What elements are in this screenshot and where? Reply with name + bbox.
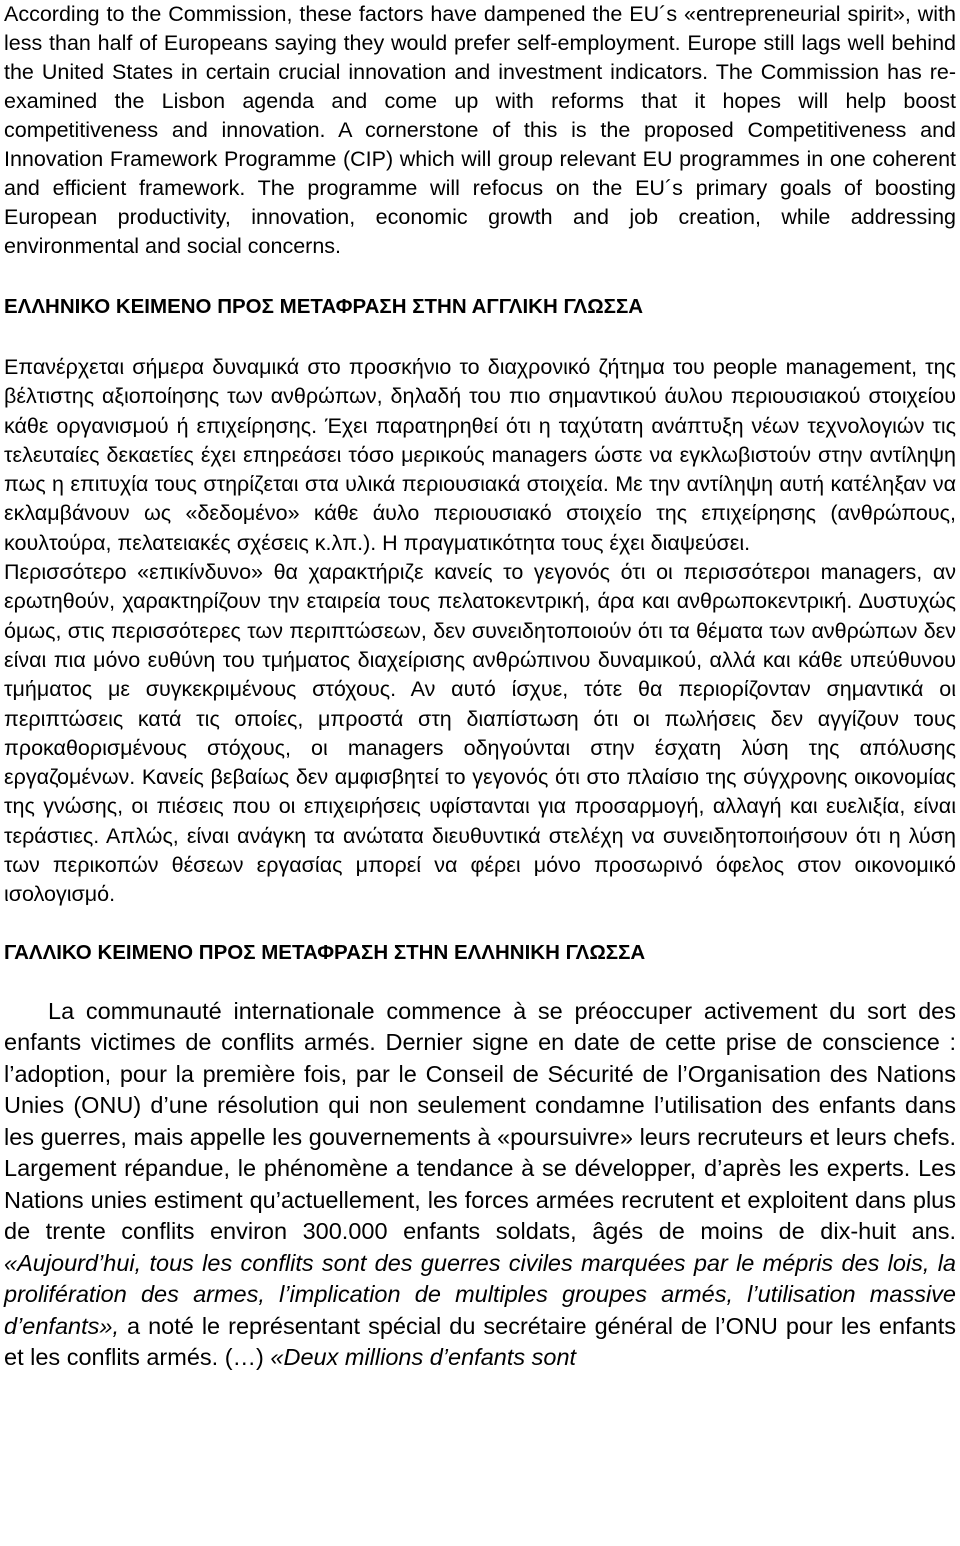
french-text-2: a noté le représentant spécial du secrétaire général de l’ONU pour les enfants et les conflits armés. (…) [4, 1312, 956, 1371]
french-quote-2: «Deux millions d’enfants sont [270, 1344, 577, 1371]
french-quote-1: «Aujourd’hui, tous les conflits sont des guerres civiles marquées par le mépris des lois, la prolifération des armes, l’implication de multiples groupes armés, l’utilisation massive d’enfants», [4, 1249, 956, 1339]
heading-greek-to-english: ΕΛΛΗΝΙΚΟ ΚΕΙΜΕΝΟ ΠΡΟΣ ΜΕΤΑΦΡΑΣΗ ΣΤΗΝ ΑΓΓΛΙΚΗ ΓΛΩΣΣΑ [4, 295, 644, 318]
english-paragraph: According to the Commission, these factors have dampened the EU´s «entrepreneurial spirit», with less than half of Europeans saying they would prefer self-employment. Europe still lags well behind the United States in certain crucial innovation and investment indicators. The Commission has re-examined the Lisbon agenda and come up with reforms that it hopes will help boost competitiveness and innovation. A cornerstone of this is the proposed Competitiveness and Innovation Framework Programme (CIP) which will group relevant EU programmes in one coherent and efficient framework. The programme will refocus on the EU´s primary goals of boosting European productivity, innovation, economic growth and job creation, while addressing environmental and social concerns. [4, 2, 956, 258]
french-paragraph [4, 996, 956, 1374]
french-text-1: La communauté internationale commence à se préoccuper activement du sort des enfants victimes de conflits armés. Dernier signe en date de cette prise de conscience : l’adoption, pour la première fois, par le Conseil de Sécurité de l’Organisation des Nations Unies (ONU) d’une résolution qui non seulement condamne l’utilisation des enfants dans les guerres, mais appelle les gouvernements à «poursuivre» leurs recruteurs et leurs chefs. Largement répandue, le phénomène a tendance à se développer, d’après les experts. Les Nations unies estiment qu’actuellement, les forces armées recrutent et exploitent dans plus de trente conflits environ 300.000 enfants soldats, âgés de moins de dix-huit ans. [4, 997, 956, 1245]
greek-paragraph-1: Επανέρχεται σήμερα δυναμικά στο προσκήνιο το διαχρονικό ζήτημα του people management, της βέλτιστης αξιοποίησης των ανθρώπων, δηλαδή του πιο σημαντικού άυλου περιουσιακού στοιχείου κάθε οργανισμού ή επιχείρησης. Έχει παρατηρηθεί ότι η ταχύτατη ανάπτυξη νέων τεχνολογιών τις τελευταίες δεκαετίες έχει επηρεάσει τόσο μερικούς managers ώστε να εγκλωβιστούν στην αντίληψη πως η επιτυχία τους στηρίζεται στα υλικά περιουσιακά στοιχεία. Με την αντίληψη αυτή κατέληξαν να εκλαμβάνουν ως «δεδομένο» κάθε άυλο περιουσιακό στοιχείο της επιχείρησης (ανθρώπους, κουλτούρα, πελατειακές σχέσεις κ.λπ.). Η πραγματικότητα τους έχει διαψεύσει. [4, 355, 956, 555]
greek-paragraph-2: Περισσότερο «επικίνδυνο» θα χαρακτήριζε κανείς το γεγονός ότι οι περισσότεροι managers, αν ερωτηθούν, χαρακτηρίζουν την εταιρεία τους πελατοκεντρική, άρα και ανθρωποκεντρική. Δυστυχώς όμως, στις περισσότερες των περιπτώσεων, δεν συνειδητοποιούν ότι τα θέματα των ανθρώπων δεν είναι πια μόνο ευθύνη του τμήματος διαχείρισης ανθρώπινου δυναμικού, αλλά και κάθε υπεύθυνου τμήματος με συγκεκριμένους στόχους. Αν αυτό ίσχυε, τότε θα περιορίζονταν σημαντικά οι περιπτώσεις κατά τις οποίες, μπροστά στη διαπίστωση ότι οι πωλήσεις δεν αγγίζουν τους προκαθορισμένους στόχους, οι managers οδηγούνται στην έσχατη λύση της απόλυσης εργαζομένων. Κανείς βεβαίως δεν αμφισβητεί το γεγονός ότι στο πλαίσιο της σύγχρονης οικονομίας της γνώσης, οι πιέσεις που οι επιχειρήσεις υφίστανται για προσαρμογή, αλλαγή και ευελιξία, είναι τεράστιες. Απλώς, είναι ανάγκη τα ανώτατα διευθυντικά στελέχη να συνειδητοποιήσουν ότι η λύση των περικοπών θέσεων εργασίας μπορεί να φέρει μόνο προσωρινό όφελος στον οικονομικό ισολογισμό. [4, 560, 956, 907]
heading-french-to-greek: ΓΑΛΛΙΚΟ ΚΕΙΜΕΝΟ ΠΡΟΣ ΜΕΤΑΦΡΑΣΗ ΣΤΗΝ ΕΛΛΗΝΙΚΗ ΓΛΩΣΣΑ [4, 940, 646, 964]
document-page [4, 0, 956, 1374]
